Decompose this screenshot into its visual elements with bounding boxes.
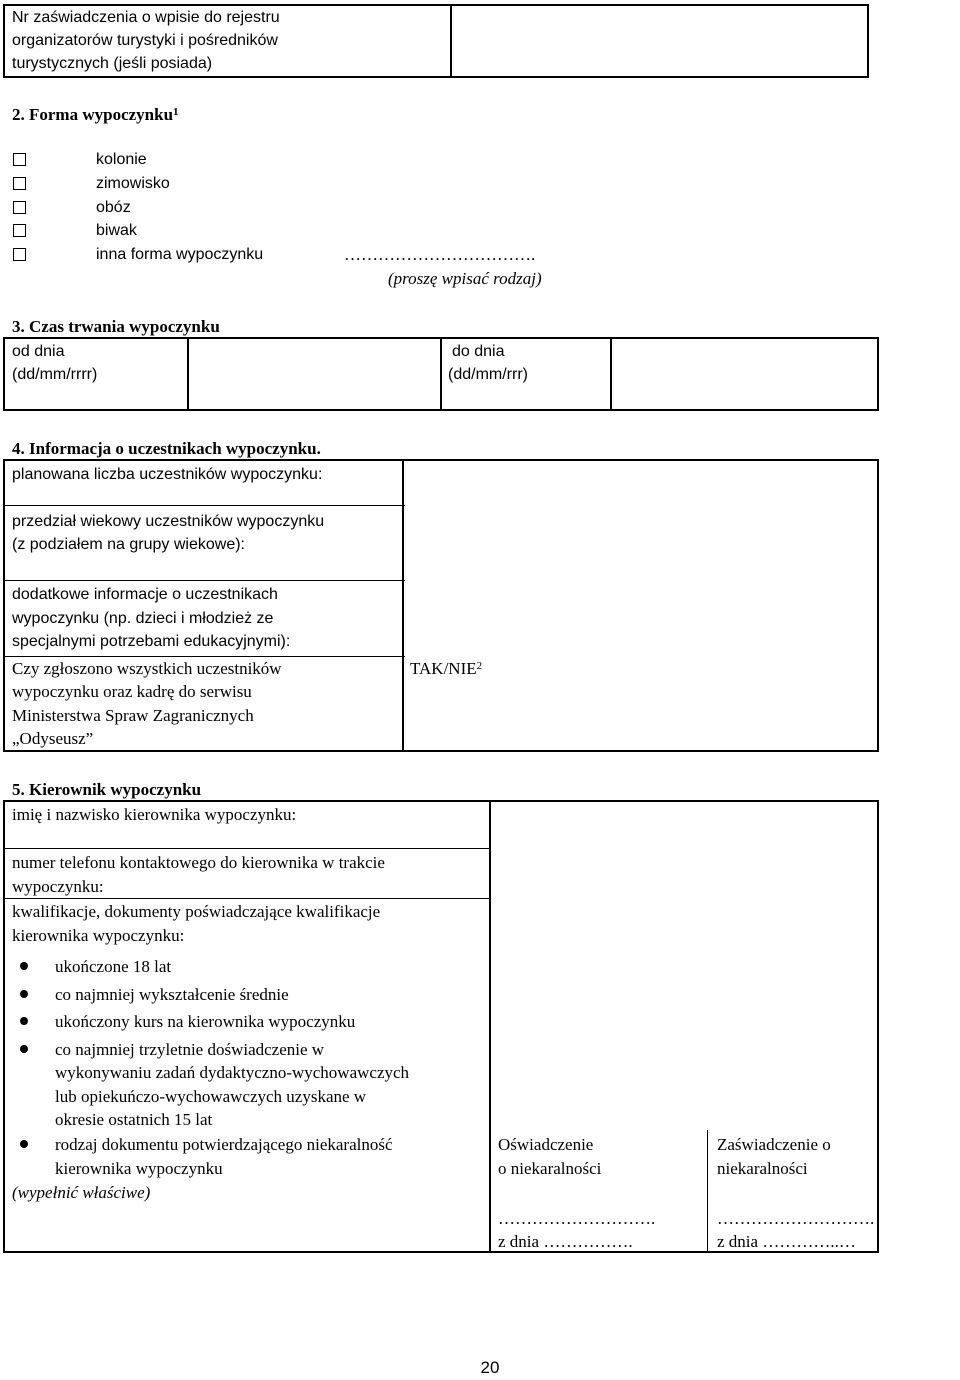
doc-certificate-fill-line[interactable]: ……………………….	[717, 1209, 875, 1228]
age-range-label-2: (z podziałem na grupy wiekowe):	[12, 536, 245, 553]
leader-name-label: imię i nazwisko kierownika wypoczynku:	[12, 805, 297, 824]
checkbox-oboz[interactable]	[13, 201, 26, 214]
checkbox-zimowisko[interactable]	[13, 177, 26, 190]
leader-phone-label-2: wypoczynku:	[12, 877, 104, 896]
age-range-label-1: przedział wiekowy uczestników wypoczynku	[12, 513, 325, 530]
qual-item-criminal-record-1: rodzaj dokumentu potwierdzającego niekaralność	[55, 1135, 393, 1154]
bullet-icon	[20, 990, 28, 998]
doc-certificate-label-2: niekaralności	[717, 1159, 808, 1178]
registry-number-field[interactable]	[460, 10, 860, 70]
odyseusz-question-2: wypoczynku oraz kadrę do serwisu	[12, 682, 252, 701]
page-number: 20	[480, 1358, 500, 1377]
from-date-label-2: (dd/mm/rrrr)	[12, 366, 98, 383]
section-2-heading: 2. Forma wypoczynku$^1$	[12, 105, 179, 124]
doc-certificate-label-1: Zaświadczenie o	[717, 1135, 831, 1154]
option-label-inna-forma: inna forma wypoczynku	[96, 246, 264, 263]
participants-answer-field[interactable]	[408, 464, 874, 648]
checkbox-inna-forma[interactable]	[13, 248, 26, 261]
to-date-label-1: do dnia	[452, 343, 505, 360]
leader-qual-label-2: kierownika wypoczynku:	[12, 926, 185, 945]
extra-info-label-2: wypoczynku (np. dzieci i młodzież ze	[12, 610, 274, 627]
planned-count-label: planowana liczba uczestników wypoczynku:	[12, 466, 323, 483]
section-3-heading: 3. Czas trwania wypoczynku	[12, 317, 220, 336]
qual-item-course: ukończony kurs na kierownika wypoczynku	[55, 1012, 356, 1031]
to-date-label-2: (dd/mm/rrr)	[448, 366, 528, 383]
qual-item-education: co najmniej wykształcenie średnie	[55, 985, 289, 1004]
from-date-field[interactable]	[192, 342, 436, 406]
doc-statement-date[interactable]: z dnia …………….	[498, 1232, 633, 1251]
odyseusz-question-3: Ministerstwa Spraw Zagranicznych	[12, 706, 254, 725]
extra-info-label-1: dodatkowe informacje o uczestnikach	[12, 586, 278, 603]
bullet-icon	[20, 1045, 28, 1053]
section-5-heading: 5. Kierownik wypoczynku	[12, 780, 202, 799]
qual-item-criminal-record-2: kierownika wypoczynku	[55, 1159, 223, 1178]
qual-item-experience-1: co najmniej trzyletnie doświadczenie w	[55, 1040, 325, 1059]
leader-qual-label-1: kwalifikacje, dokumenty poświadczające kwalifikacje	[12, 902, 381, 921]
option-label-zimowisko: zimowisko	[96, 175, 170, 192]
registry-label-line-2: organizatorów turystyki i pośredników	[12, 32, 278, 49]
section-4-heading: 4. Informacja o uczestnikach wypoczynku.	[12, 439, 321, 458]
doc-certificate-date[interactable]: z dnia …………..…	[717, 1232, 856, 1251]
to-date-field[interactable]	[616, 342, 874, 406]
doc-statement-label-2: o niekaralności	[498, 1159, 602, 1178]
doc-statement-fill-line[interactable]: ……………………….	[498, 1209, 656, 1228]
checkbox-kolonie[interactable]	[13, 153, 26, 166]
option-label-kolonie: kolonie	[96, 151, 147, 168]
other-form-hint: (proszę wpisać rodzaj)	[388, 269, 542, 288]
checkbox-biwak[interactable]	[13, 224, 26, 237]
qual-item-experience-2: wykonywaniu zadań dydaktyczno-wychowawczych	[55, 1063, 410, 1082]
leader-answer-field[interactable]	[496, 806, 872, 1126]
option-label-biwak: biwak	[96, 222, 137, 239]
extra-info-label-3: specjalnymi potrzebami edukacyjnymi):	[12, 633, 291, 650]
fill-hint: (wypełnić właściwe)	[12, 1183, 151, 1202]
leader-phone-label-1: numer telefonu kontaktowego do kierownika w trakcie	[12, 853, 385, 872]
qual-item-experience-3: lub opiekuńczo-wychowawczych uzyskane w	[55, 1087, 367, 1106]
other-form-fill-line[interactable]: …………………………….	[344, 245, 536, 264]
registry-label-line-1: Nr zaświadczenia o wpisie do rejestru	[12, 9, 280, 26]
bullet-icon	[20, 962, 28, 970]
option-label-oboz: obóz	[96, 199, 131, 216]
registry-label-line-3: turystycznych (jeśli posiada)	[12, 55, 213, 72]
odyseusz-answer[interactable]: TAK/NIE$^2$	[410, 659, 483, 678]
bullet-icon	[20, 1140, 28, 1148]
qual-item-age: ukończone 18 lat	[55, 957, 172, 976]
odyseusz-question-4: „Odyseusz”	[12, 729, 94, 748]
from-date-label-1: od dnia	[12, 343, 65, 360]
bullet-icon	[20, 1017, 28, 1025]
qual-item-experience-4: okresie ostatnich 15 lat	[55, 1110, 213, 1129]
doc-statement-label-1: Oświadczenie	[498, 1135, 594, 1154]
odyseusz-question-1: Czy zgłoszono wszystkich uczestników	[12, 659, 282, 678]
